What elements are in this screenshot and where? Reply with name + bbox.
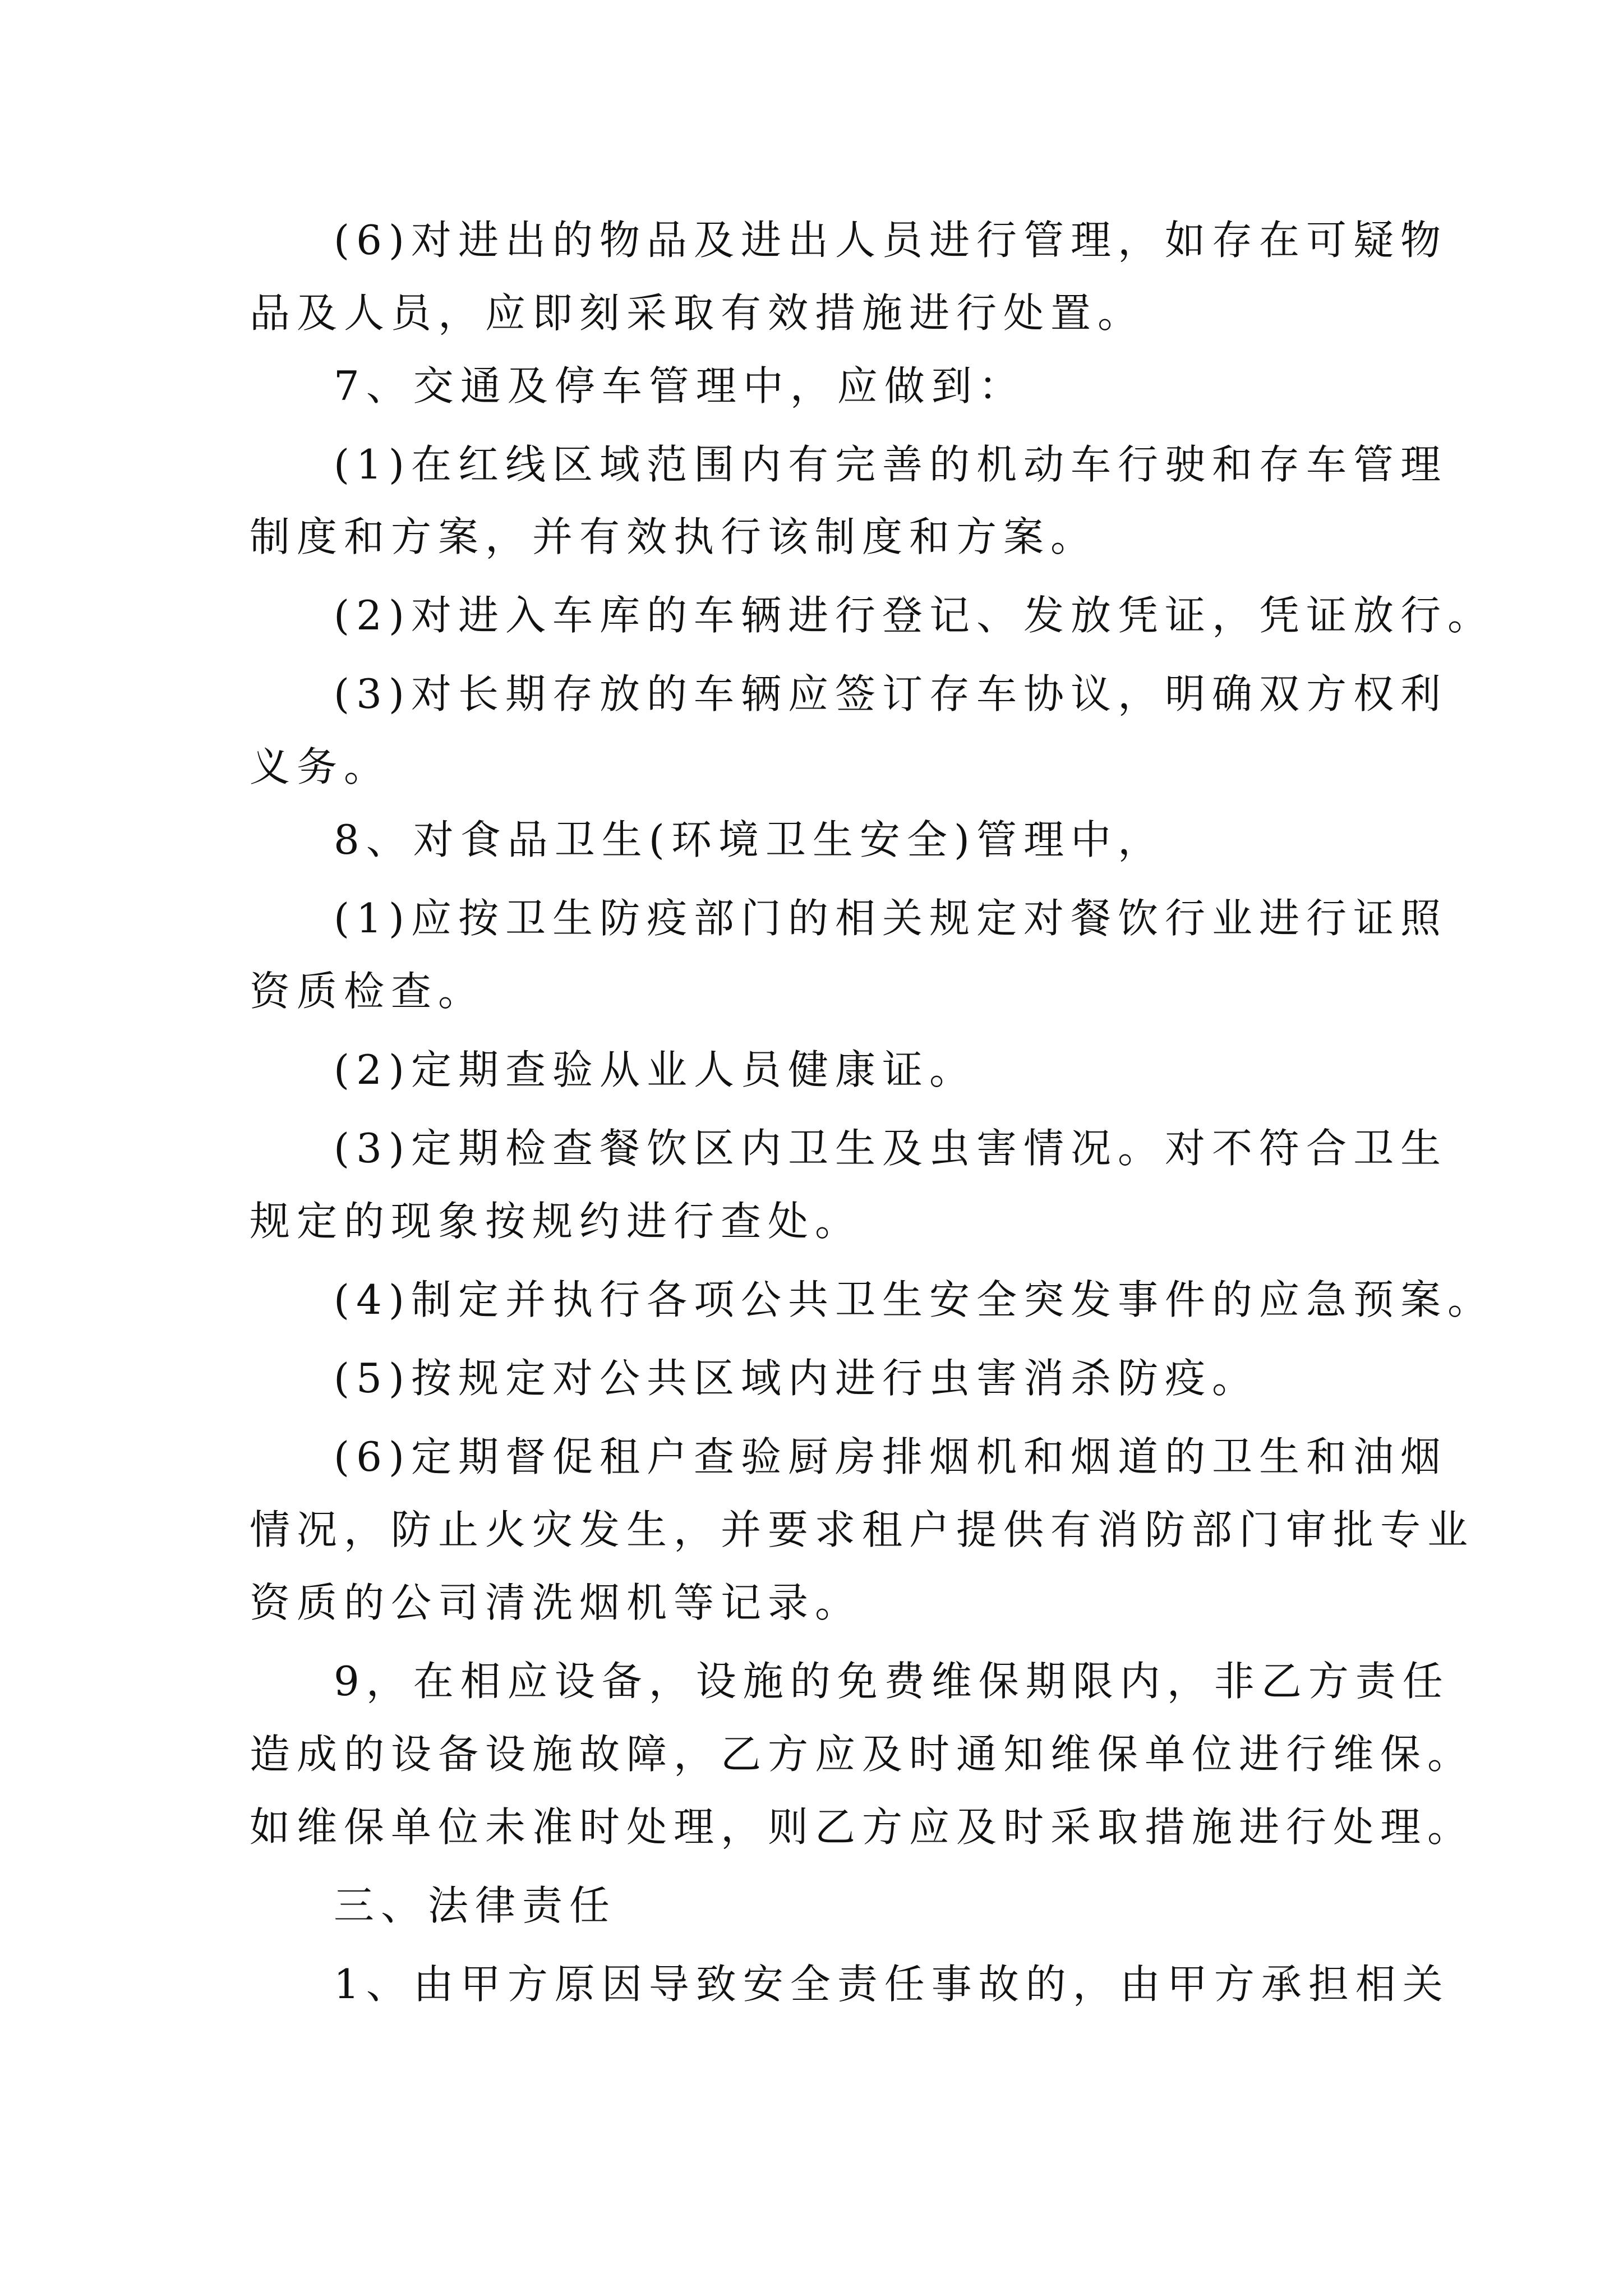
paragraph-line: (1)在红线区域范围内有完善的机动车行驶和存车管理 [334,441,1447,488]
section-heading: 1、由甲方原因导致安全责任事故的，由甲方承担相关 [334,1961,1450,2008]
paragraph-line: (1)应按卫生防疫部门的相关规定对餐饮行业进行证照 [334,895,1447,942]
paragraph-line: 义务。 [250,743,391,790]
paragraph-line: (3)对长期存放的车辆应签订存车协议，明确双方权利 [334,670,1447,717]
paragraph-line: 品及人员，应即刻采取有效措施进行处置。 [250,289,1145,337]
paragraph-line: 资质检查。 [250,968,486,1015]
section-heading: 8、对食品卫生(环境卫生安全)管理中， [334,816,1165,863]
paragraph-line: 资质的公司清洗烟机等记录。 [250,1579,863,1626]
paragraph-line: 造成的设备设施故障，乙方应及时通知维保单位进行维保。 [250,1731,1475,1778]
paragraph-line: (6)定期督促租户查验厨房排烟机和烟道的卫生和油烟 [334,1433,1447,1480]
paragraph-line: 如维保单位未准时处理，则乙方应及时采取措施进行处理。 [250,1803,1475,1851]
section-heading: 三、法律责任 [334,1882,617,1929]
paragraph-line: (2)对进入车库的车辆进行登记、发放凭证，凭证放行。 [334,592,1495,639]
paragraph-line: 情况，防止火灾发生，并要求租户提供有消防部门审批专业 [250,1506,1475,1553]
paragraph-line: (6)对进出的物品及进出人员进行管理，如存在可疑物 [334,217,1447,264]
section-heading: 7、交通及停车管理中，应做到： [334,362,1026,409]
paragraph-line: (5)按规定对公共区域内进行虫害消杀防疫。 [334,1355,1259,1402]
paragraph-line: 规定的现象按规约进行查处。 [250,1198,863,1245]
paragraph-line: (2)定期查验从业人员健康证。 [334,1046,976,1093]
paragraph-line: (4)制定并执行各项公共卫生安全突发事件的应急预案。 [334,1276,1495,1323]
paragraph-line: 制度和方案，并有效执行该制度和方案。 [250,513,1098,560]
paragraph-line: (3)定期检查餐饮区内卫生及虫害情况。对不符合卫生 [334,1125,1447,1172]
section-heading: 9，在相应设备，设施的免费维保期限内，非乙方责任 [334,1658,1450,1705]
